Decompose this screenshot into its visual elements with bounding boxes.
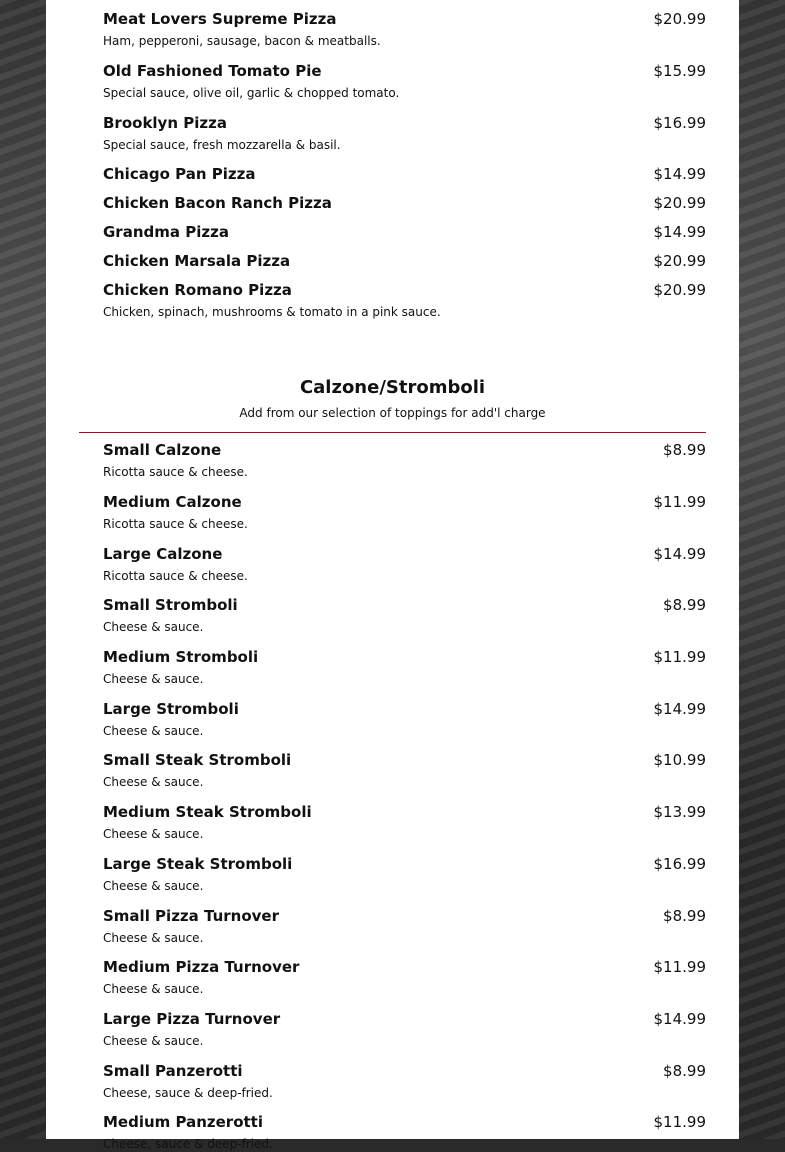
item-price: $10.99	[653, 751, 706, 769]
item-name: Meat Lovers Supreme Pizza	[103, 10, 337, 28]
item-name: Old Fashioned Tomato Pie	[103, 62, 322, 80]
item-price: $8.99	[663, 1062, 706, 1080]
item-name: Medium Steak Stromboli	[103, 803, 312, 821]
item-price: $8.99	[663, 441, 706, 459]
background-photo-right	[739, 0, 785, 1139]
item-name: Medium Calzone	[103, 493, 242, 511]
item-description: Ricotta sauce & cheese.	[103, 569, 248, 583]
item-price: $14.99	[653, 165, 706, 183]
item-price: $15.99	[653, 62, 706, 80]
menu-page	[46, 0, 739, 1151]
item-price: $11.99	[653, 648, 706, 666]
item-price: $8.99	[663, 907, 706, 925]
item-name: Grandma Pizza	[103, 223, 229, 241]
item-name: Small Pizza Turnover	[103, 907, 279, 925]
item-description: Ricotta sauce & cheese.	[103, 465, 248, 479]
item-description: Cheese & sauce.	[103, 1034, 204, 1048]
background-photo-left	[0, 0, 46, 1139]
item-price: $11.99	[653, 493, 706, 511]
item-description: Cheese & sauce.	[103, 775, 204, 789]
item-name: Medium Pizza Turnover	[103, 958, 300, 976]
item-name: Small Panzerotti	[103, 1062, 243, 1080]
item-price: $14.99	[653, 700, 706, 718]
item-name: Small Calzone	[103, 441, 222, 459]
item-name: Medium Stromboli	[103, 648, 259, 666]
item-price: $14.99	[653, 545, 706, 563]
item-name: Small Steak Stromboli	[103, 751, 292, 769]
item-price: $11.99	[653, 1113, 706, 1131]
item-description: Cheese & sauce.	[103, 982, 204, 996]
item-name: Medium Panzerotti	[103, 1113, 263, 1131]
item-name: Large Stromboli	[103, 700, 239, 718]
item-price: $20.99	[653, 281, 706, 299]
section-subtitle: Add from our selection of toppings for add'l charge	[239, 406, 546, 420]
item-price: $16.99	[653, 114, 706, 132]
item-price: $14.99	[653, 223, 706, 241]
item-description: Cheese & sauce.	[103, 724, 204, 738]
item-price: $16.99	[653, 855, 706, 873]
section-title: Calzone/Stromboli	[299, 377, 486, 398]
item-price: $20.99	[653, 194, 706, 212]
item-price: $14.99	[653, 1010, 706, 1028]
item-description: Cheese & sauce.	[103, 620, 204, 634]
item-price: $13.99	[653, 803, 706, 821]
item-name: Chicago Pan Pizza	[103, 165, 256, 183]
item-description: Special sauce, olive oil, garlic & chopped tomato.	[103, 86, 400, 100]
item-price: $20.99	[653, 10, 706, 28]
item-description: Cheese & sauce.	[103, 931, 204, 945]
item-description: Ricotta sauce & cheese.	[103, 517, 248, 531]
item-description: Ham, pepperoni, sausage, bacon & meatballs.	[103, 34, 381, 48]
item-name: Small Stromboli	[103, 596, 238, 614]
item-description: Cheese & sauce.	[103, 827, 204, 841]
item-description: Cheese & sauce.	[103, 879, 204, 893]
section-divider	[79, 432, 706, 433]
item-description: Chicken, spinach, mushrooms & tomato in a pink sauce.	[103, 305, 441, 319]
item-price: $20.99	[653, 252, 706, 270]
item-description: Cheese, sauce & deep-fried.	[103, 1086, 273, 1100]
item-name: Large Pizza Turnover	[103, 1010, 281, 1028]
item-name: Chicken Bacon Ranch Pizza	[103, 194, 332, 212]
item-name: Large Steak Stromboli	[103, 855, 293, 873]
item-description: Cheese, sauce & deep-fried.	[103, 1137, 273, 1151]
item-description: Cheese & sauce.	[103, 672, 204, 686]
item-name: Brooklyn Pizza	[103, 114, 227, 132]
item-name: Chicken Marsala Pizza	[103, 252, 291, 270]
item-description: Special sauce, fresh mozzarella & basil.	[103, 138, 341, 152]
item-price: $8.99	[663, 596, 706, 614]
item-name: Chicken Romano Pizza	[103, 281, 292, 299]
item-name: Large Calzone	[103, 545, 223, 563]
item-price: $11.99	[653, 958, 706, 976]
